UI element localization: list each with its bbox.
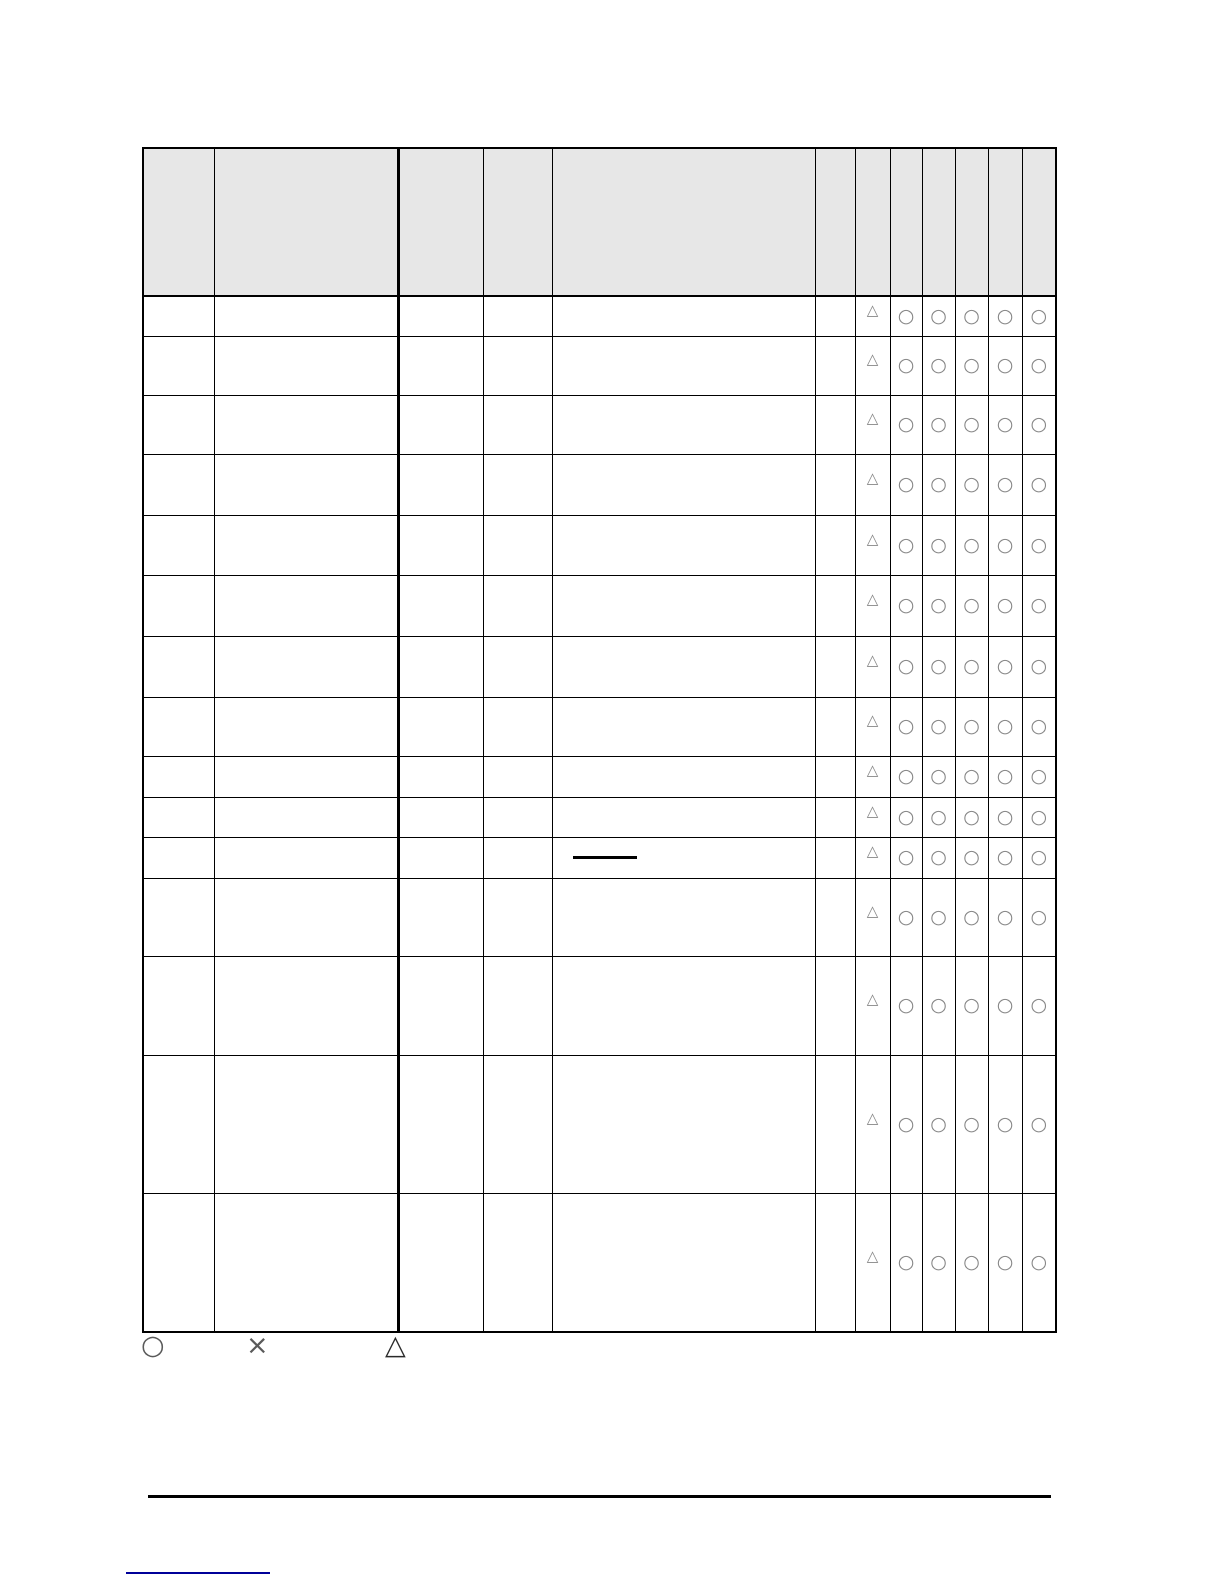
header-cell-c3 [398, 148, 483, 296]
check-circle-icon: ○ [1022, 878, 1056, 956]
table-row-12 [143, 878, 1056, 956]
empty-cell [143, 296, 214, 336]
table-row-15 [143, 1193, 1056, 1332]
check-circle-icon: ○ [922, 575, 955, 636]
check-circle-icon: ○ [890, 878, 922, 956]
empty-cell [483, 636, 552, 697]
header-cell-c7 [855, 148, 890, 296]
check-circle-icon: ○ [1022, 336, 1056, 395]
status-triangle-icon: △ [855, 697, 890, 756]
compatibility-table [142, 147, 1057, 1333]
check-circle-icon: ○ [922, 956, 955, 1055]
check-circle-icon: ○ [1022, 1055, 1056, 1193]
status-triangle-icon: △ [855, 1193, 890, 1332]
empty-cell [815, 296, 855, 336]
empty-cell [214, 636, 398, 697]
check-circle-icon: ○ [922, 697, 955, 756]
empty-cell [214, 515, 398, 575]
empty-cell [143, 575, 214, 636]
empty-cell [815, 697, 855, 756]
check-circle-icon: ○ [1022, 837, 1056, 878]
check-circle-icon: ○ [1022, 515, 1056, 575]
empty-cell [552, 697, 815, 756]
empty-cell [552, 797, 815, 837]
status-triangle-icon: △ [855, 336, 890, 395]
check-circle-icon: ○ [890, 1055, 922, 1193]
empty-cell [552, 336, 815, 395]
empty-cell [398, 454, 483, 515]
empty-cell [143, 797, 214, 837]
empty-cell [214, 756, 398, 797]
empty-cell [815, 575, 855, 636]
empty-cell [398, 697, 483, 756]
status-triangle-icon: △ [855, 797, 890, 837]
status-triangle-icon: △ [855, 1055, 890, 1193]
empty-cell [398, 395, 483, 454]
header-cell-c6 [815, 148, 855, 296]
table-row-7 [143, 636, 1056, 697]
empty-cell [398, 837, 483, 878]
check-circle-icon: ○ [955, 515, 988, 575]
check-circle-icon: ○ [890, 395, 922, 454]
empty-cell [214, 878, 398, 956]
check-circle-icon: ○ [955, 956, 988, 1055]
empty-cell [143, 956, 214, 1055]
check-circle-icon: ○ [988, 454, 1022, 515]
empty-cell [214, 797, 398, 837]
check-circle-icon: ○ [890, 1193, 922, 1332]
check-circle-icon: ○ [922, 336, 955, 395]
table-row-5 [143, 515, 1056, 575]
check-circle-icon: ○ [988, 1193, 1022, 1332]
check-circle-icon: ○ [922, 515, 955, 575]
header-cell-c8 [890, 148, 922, 296]
check-circle-icon: ○ [922, 756, 955, 797]
empty-cell [143, 336, 214, 395]
table-row-2 [143, 336, 1056, 395]
check-circle-icon: ○ [988, 515, 1022, 575]
check-circle-icon: ○ [955, 296, 988, 336]
table-row-13 [143, 956, 1056, 1055]
empty-cell [483, 1193, 552, 1332]
check-circle-icon: ○ [890, 837, 922, 878]
empty-cell [214, 697, 398, 756]
empty-cell [552, 575, 815, 636]
check-circle-icon: ○ [922, 797, 955, 837]
header-cell-c5 [552, 148, 815, 296]
empty-cell [552, 878, 815, 956]
empty-cell [214, 837, 398, 878]
check-circle-icon: ○ [1022, 697, 1056, 756]
check-circle-icon: ○ [922, 1055, 955, 1193]
check-circle-icon: ○ [955, 454, 988, 515]
empty-cell [552, 515, 815, 575]
legend-circle-icon: ○ [141, 1330, 165, 1361]
empty-cell [143, 1055, 214, 1193]
empty-cell [143, 454, 214, 515]
table-row-1 [143, 296, 1056, 336]
empty-cell [815, 395, 855, 454]
legend-triangle-icon: △ [385, 1330, 406, 1361]
empty-cell [398, 1193, 483, 1332]
check-circle-icon: ○ [1022, 575, 1056, 636]
empty-cell [143, 395, 214, 454]
table-body [143, 296, 1056, 1332]
empty-cell [552, 956, 815, 1055]
empty-cell [398, 1055, 483, 1193]
empty-cell [552, 1193, 815, 1332]
check-circle-icon: ○ [955, 395, 988, 454]
empty-cell [552, 636, 815, 697]
empty-cell [815, 837, 855, 878]
check-circle-icon: ○ [890, 756, 922, 797]
empty-cell [398, 636, 483, 697]
empty-cell [214, 1193, 398, 1332]
header-cell-c9 [922, 148, 955, 296]
check-circle-icon: ○ [988, 575, 1022, 636]
status-triangle-icon: △ [855, 575, 890, 636]
check-circle-icon: ○ [988, 797, 1022, 837]
empty-cell [815, 454, 855, 515]
header-cell-c2 [214, 148, 398, 296]
check-circle-icon: ○ [955, 878, 988, 956]
status-triangle-icon: △ [855, 515, 890, 575]
empty-cell [483, 296, 552, 336]
status-triangle-icon: △ [855, 837, 890, 878]
empty-cell [552, 1055, 815, 1193]
empty-cell [552, 837, 815, 878]
check-circle-icon: ○ [988, 837, 1022, 878]
empty-cell [815, 515, 855, 575]
empty-cell [483, 837, 552, 878]
empty-cell [143, 837, 214, 878]
check-circle-icon: ○ [922, 395, 955, 454]
check-circle-icon: ○ [922, 837, 955, 878]
check-circle-icon: ○ [890, 336, 922, 395]
check-circle-icon: ○ [988, 697, 1022, 756]
check-circle-icon: ○ [890, 636, 922, 697]
empty-cell [552, 454, 815, 515]
check-circle-icon: ○ [988, 756, 1022, 797]
check-circle-icon: ○ [890, 575, 922, 636]
empty-cell [398, 956, 483, 1055]
status-triangle-icon: △ [855, 454, 890, 515]
check-circle-icon: ○ [890, 956, 922, 1055]
check-circle-icon: ○ [922, 1193, 955, 1332]
status-triangle-icon: △ [855, 296, 890, 336]
check-circle-icon: ○ [1022, 956, 1056, 1055]
empty-cell [483, 956, 552, 1055]
header-cell-c4 [483, 148, 552, 296]
empty-cell [143, 636, 214, 697]
check-circle-icon: ○ [988, 336, 1022, 395]
empty-cell [483, 697, 552, 756]
check-circle-icon: ○ [988, 636, 1022, 697]
empty-cell [214, 575, 398, 636]
check-circle-icon: ○ [988, 296, 1022, 336]
status-triangle-icon: △ [855, 636, 890, 697]
empty-cell [552, 296, 815, 336]
check-circle-icon: ○ [955, 756, 988, 797]
empty-cell [483, 575, 552, 636]
check-circle-icon: ○ [922, 296, 955, 336]
header-cell-c1 [143, 148, 214, 296]
table-row-8 [143, 697, 1056, 756]
footer-rule [148, 1495, 1051, 1498]
check-circle-icon: ○ [955, 1193, 988, 1332]
empty-cell [483, 454, 552, 515]
check-circle-icon: ○ [1022, 296, 1056, 336]
empty-cell [815, 336, 855, 395]
check-circle-icon: ○ [955, 575, 988, 636]
check-circle-icon: ○ [988, 956, 1022, 1055]
empty-cell [483, 797, 552, 837]
empty-cell [143, 515, 214, 575]
check-circle-icon: ○ [1022, 1193, 1056, 1332]
footer-link-underline[interactable] [126, 1572, 270, 1574]
status-triangle-icon: △ [855, 756, 890, 797]
check-circle-icon: ○ [955, 697, 988, 756]
check-circle-icon: ○ [955, 336, 988, 395]
empty-cell [214, 395, 398, 454]
empty-cell [483, 336, 552, 395]
check-circle-icon: ○ [955, 636, 988, 697]
table-row-14 [143, 1055, 1056, 1193]
check-circle-icon: ○ [988, 395, 1022, 454]
empty-cell [815, 956, 855, 1055]
check-circle-icon: ○ [890, 697, 922, 756]
table-row-3 [143, 395, 1056, 454]
empty-cell [552, 395, 815, 454]
empty-cell [143, 878, 214, 956]
empty-cell [214, 454, 398, 515]
header-cell-c10 [955, 148, 988, 296]
check-circle-icon: ○ [955, 837, 988, 878]
check-circle-icon: ○ [955, 1055, 988, 1193]
empty-cell [483, 1055, 552, 1193]
check-circle-icon: ○ [1022, 797, 1056, 837]
empty-cell [143, 697, 214, 756]
header-cell-c12 [1022, 148, 1056, 296]
empty-cell [398, 296, 483, 336]
status-triangle-icon: △ [855, 395, 890, 454]
empty-cell [398, 575, 483, 636]
empty-cell [214, 956, 398, 1055]
check-circle-icon: ○ [1022, 756, 1056, 797]
empty-cell [398, 515, 483, 575]
empty-cell [214, 336, 398, 395]
empty-cell [815, 1055, 855, 1193]
check-circle-icon: ○ [988, 1055, 1022, 1193]
empty-cell [815, 1193, 855, 1332]
blank-line [573, 856, 637, 859]
check-circle-icon: ○ [1022, 636, 1056, 697]
empty-cell [552, 756, 815, 797]
table-row-11 [143, 837, 1056, 878]
empty-cell [483, 878, 552, 956]
header-cell-c11 [988, 148, 1022, 296]
status-triangle-icon: △ [855, 878, 890, 956]
empty-cell [483, 756, 552, 797]
check-circle-icon: ○ [1022, 395, 1056, 454]
empty-cell [815, 797, 855, 837]
empty-cell [398, 756, 483, 797]
table-row-10 [143, 797, 1056, 837]
empty-cell [214, 1055, 398, 1193]
empty-cell [815, 756, 855, 797]
empty-cell [143, 1193, 214, 1332]
check-circle-icon: ○ [988, 878, 1022, 956]
empty-cell [815, 878, 855, 956]
empty-cell [143, 756, 214, 797]
legend-cross-icon: × [246, 1330, 269, 1361]
status-triangle-icon: △ [855, 956, 890, 1055]
table-row-4 [143, 454, 1056, 515]
empty-cell [483, 515, 552, 575]
empty-cell [815, 636, 855, 697]
check-circle-icon: ○ [955, 797, 988, 837]
check-circle-icon: ○ [1022, 454, 1056, 515]
empty-cell [398, 336, 483, 395]
check-circle-icon: ○ [922, 878, 955, 956]
empty-cell [398, 878, 483, 956]
check-circle-icon: ○ [890, 454, 922, 515]
check-circle-icon: ○ [890, 797, 922, 837]
empty-cell [214, 296, 398, 336]
check-circle-icon: ○ [922, 636, 955, 697]
empty-cell [398, 797, 483, 837]
check-circle-icon: ○ [890, 296, 922, 336]
table-row-9 [143, 756, 1056, 797]
check-circle-icon: ○ [922, 454, 955, 515]
table-row-6 [143, 575, 1056, 636]
table-header-row [143, 148, 1056, 296]
check-circle-icon: ○ [890, 515, 922, 575]
empty-cell [483, 395, 552, 454]
